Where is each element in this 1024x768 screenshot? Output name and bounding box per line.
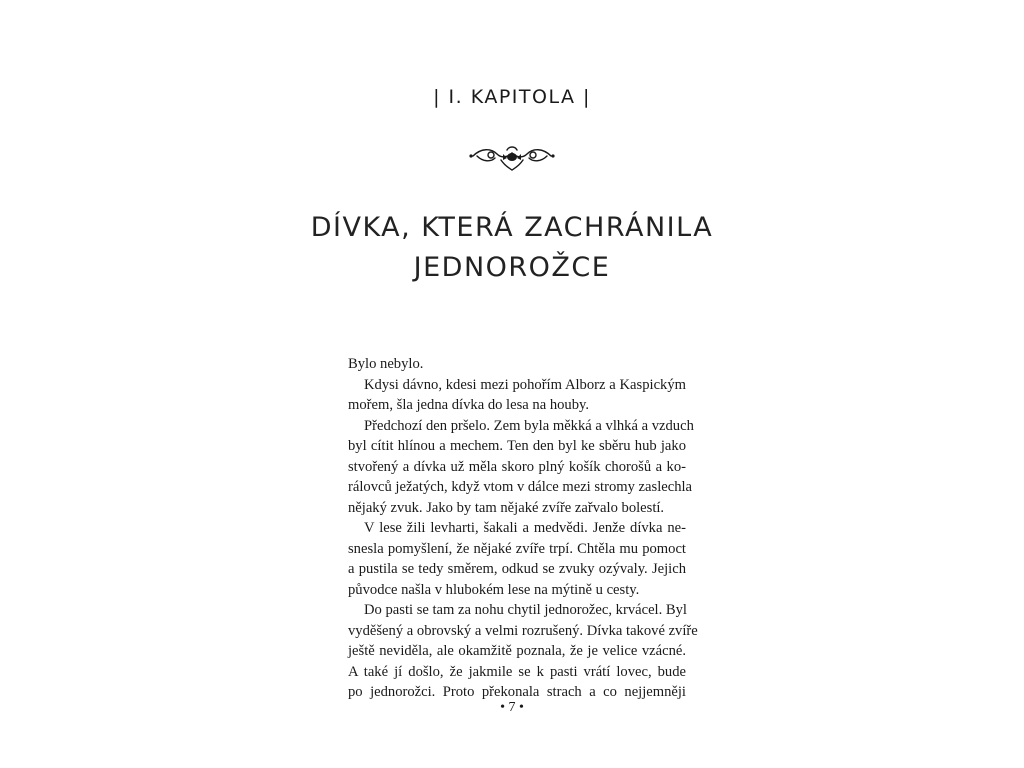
text-line: V lese žili levharti, šakali a medvědi. Jenže dívka ne- — [364, 520, 686, 536]
text-line: Předchozí den pršelo. Zem byla měkká a vlhká a vzduch — [364, 417, 694, 434]
chapter-title-line: DÍVKA, KTERÁ ZACHRÁNILA — [310, 212, 714, 243]
chapter-title-line: JEDNOROŽCE — [413, 252, 611, 283]
page-number: • 7 • — [500, 700, 524, 715]
text-line: ještě neviděla, ale okamžitě poznala, že je velice vzácné. — [348, 643, 686, 659]
chapter-label: | I. KAPITOLA | — [433, 86, 591, 108]
text-line: Do pasti se tam za nohu chytil jednorožec, krvácel. Byl — [364, 602, 687, 618]
chapter-title — [0, 208, 1024, 288]
text-line: A také jí došlo, že jakmile se k pasti vrátí lovec, bude — [348, 663, 686, 680]
text-line: rálovců ježatých, když vtom v dálce mezi stromy zaslechla — [348, 479, 693, 495]
text-line: a pustila se tedy směrem, odkud se zvuky ozývaly. Jejich — [348, 561, 686, 577]
text-line: nějaký zvuk. Jako by tam nějaké zvíře zařvalo bolestí. — [348, 499, 665, 516]
text-line: původce našla v hlubokém lese na mýtině u cesty. — [348, 581, 640, 598]
body-text — [348, 354, 698, 703]
text-line: stvořený a dívka už měla skoro plný košík chorošů a ko- — [348, 458, 686, 475]
text-line: po jednorožci. Proto překonala strach a co nejjemněji — [348, 684, 686, 700]
text-line: Bylo nebylo. — [348, 356, 424, 372]
text-line: mořem, šla jedna dívka do lesa na houby. — [348, 397, 590, 413]
text-line: Kdysi dávno, kdesi mezi pohořím Alborz a Kaspickým — [364, 376, 686, 393]
text-line: vyděšený a obrovský a velmi rozrušený. Dívka takové zvíře — [348, 622, 698, 639]
text-line: byl cítit hlínou a mechem. Ten den byl ke sběru hub jako — [348, 438, 686, 454]
floral-ornament-icon — [467, 140, 557, 174]
text-line: snesla pomyšlení, že nějaké zvíře trpí. Chtěla mu pomoct — [348, 540, 686, 557]
